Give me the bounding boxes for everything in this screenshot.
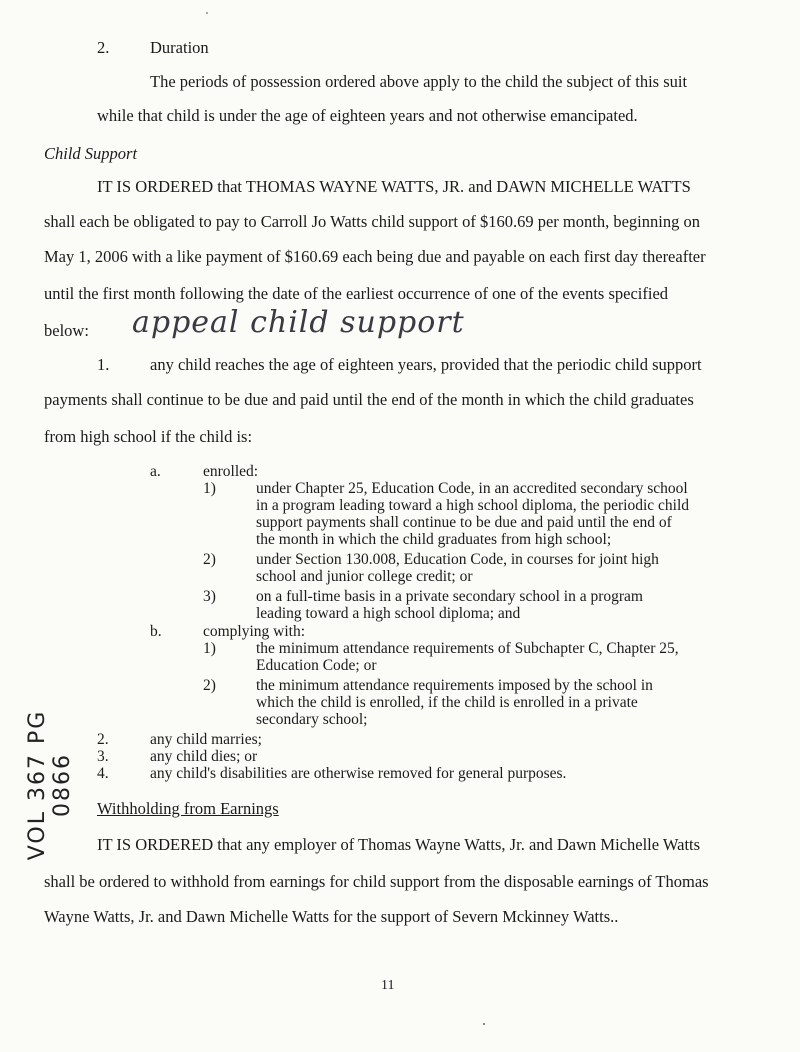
sub-a1-number: 1) (203, 480, 216, 497)
event-2-text: any child marries; (150, 731, 262, 748)
sub-b-label: b. (150, 623, 162, 640)
sub-a1-line-1: under Chapter 25, Education Code, in an accredited secondary school (256, 480, 688, 497)
sub-b2-number: 2) (203, 677, 216, 694)
scan-speck (483, 1023, 485, 1025)
duration-line-1: The periods of possession ordered above apply to the child the subject of this suit (150, 72, 688, 91)
duration-number: 2. (97, 38, 110, 57)
child-support-heading: Child Support (44, 144, 138, 163)
sub-a-text: enrolled: (203, 463, 259, 480)
sub-a2-line-1: under Section 130.008, Education Code, in courses for joint high (256, 551, 659, 568)
sub-a2-number: 2) (203, 551, 216, 568)
withholding-line-2: shall be ordered to withhold from earnings for child support from the disposable earnings of Thomas (44, 872, 709, 891)
withholding-line-3: Wayne Watts, Jr. and Dawn Michelle Watts for the support of Severn Mckinney Watts.. (44, 907, 619, 926)
event-1-number: 1. (97, 355, 110, 374)
event-3-text: any child dies; or (150, 748, 258, 765)
sub-b-text: complying with: (203, 623, 306, 640)
sub-b1-line-1: the minimum attendance requirements of Subchapter C, Chapter 25, (256, 640, 679, 657)
sub-a3-number: 3) (203, 588, 216, 605)
sub-b2-line-1: the minimum attendance requirements imposed by the school in (256, 677, 653, 694)
event-1-line-3: from high school if the child is: (44, 427, 253, 446)
sub-b1-line-2: Education Code; or (256, 657, 377, 674)
event-1-line-2: payments shall continue to be due and paid until the end of the month in which the child graduates (44, 390, 694, 409)
sub-b1-number: 1) (203, 640, 216, 657)
withholding-line-1: IT IS ORDERED that any employer of Thomas Wayne Watts, Jr. and Dawn Michelle Watts (97, 835, 701, 854)
withholding-heading: Withholding from Earnings (97, 799, 279, 818)
sub-a-label: a. (150, 463, 161, 480)
child-support-line-3: May 1, 2006 with a like payment of $160.69 each being due and payable on each first day thereafter (44, 247, 706, 266)
child-support-line-1: IT IS ORDERED that THOMAS WAYNE WATTS, JR. and DAWN MICHELLE WATTS (97, 177, 691, 196)
sub-a1-line-4: the month in which the child graduates from high school; (256, 531, 612, 548)
child-support-line-5: below: (44, 321, 89, 340)
handwritten-annotation: appeal child support (132, 305, 465, 340)
child-support-line-2: shall each be obligated to pay to Carroll Jo Watts child support of $160.69 per month, beginning on (44, 212, 700, 231)
sub-a2-line-2: school and junior college credit; or (256, 568, 473, 585)
scan-speck (206, 12, 208, 14)
sub-a3-line-2: leading toward a high school diploma; and (256, 605, 521, 622)
event-1-line-1: any child reaches the age of eighteen years, provided that the periodic child support (150, 355, 702, 374)
child-support-line-4: until the first month following the date of the earliest occurrence of one of the events specified (44, 284, 669, 303)
sub-b2-line-3: secondary school; (256, 711, 368, 728)
sub-b2-line-2: which the child is enrolled, if the child is enrolled in a private (256, 694, 638, 711)
event-3-number: 3. (97, 748, 109, 765)
sub-a1-line-3: support payments shall continue to be due and paid until the end of (256, 514, 672, 531)
event-4-number: 4. (97, 765, 109, 782)
volume-page-stamp: VOL 367 PG 0866 (25, 709, 75, 861)
event-4-text: any child's disabilities are otherwise removed for general purposes. (150, 765, 567, 782)
sub-a3-line-1: on a full-time basis in a private secondary school in a program (256, 588, 643, 605)
duration-line-2: while that child is under the age of eighteen years and not otherwise emancipated. (97, 106, 638, 125)
event-2-number: 2. (97, 731, 109, 748)
page-number: 11 (381, 978, 395, 993)
sub-a1-line-2: in a program leading toward a high school diploma, the periodic child (256, 497, 690, 514)
duration-heading: Duration (150, 38, 209, 57)
